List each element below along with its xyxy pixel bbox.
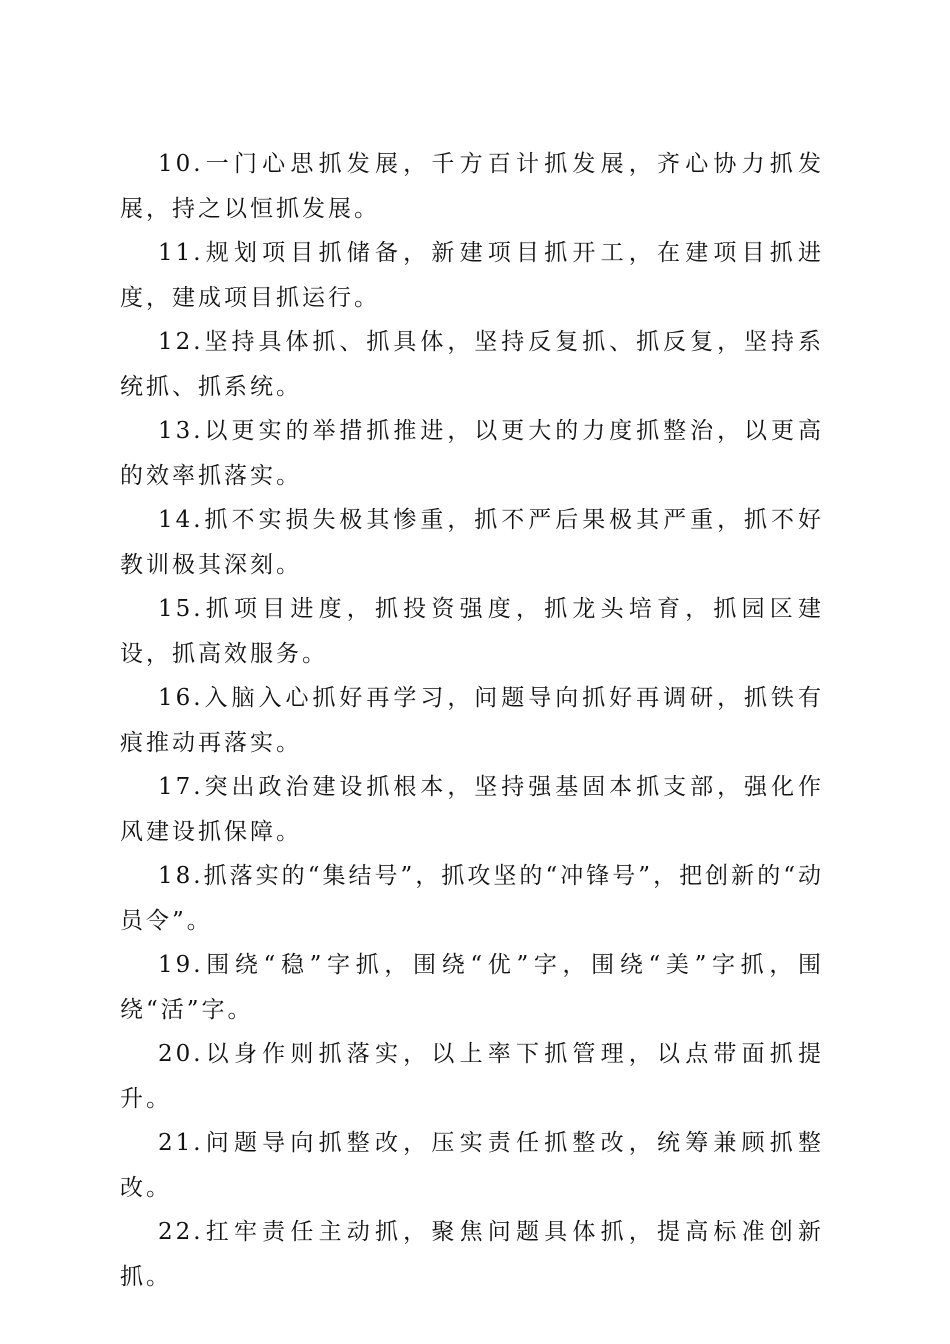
list-item: 20.以身作则抓落实，以上率下抓管理，以点带面抓提升。 <box>120 1041 824 1112</box>
list-item: 22.扛牢责任主动抓，聚焦问题具体抓，提高标准创新抓。 <box>120 1219 824 1290</box>
list-item: 10.一门心思抓发展，千方百计抓发展，齐心协力抓发展，持之以恒抓发展。 <box>120 151 824 222</box>
list-item: 11.规划项目抓储备，新建项目抓开工，在建项目抓进度，建成项目抓运行。 <box>120 240 824 311</box>
list-item: 18.抓落实的“集结号”，抓攻坚的“冲锋号”，把创新的“动员令”。 <box>120 863 824 934</box>
list-item: 19.围绕“稳”字抓，围绕“优”字，围绕“美”字抓，围绕“活”字。 <box>120 952 824 1023</box>
list-item: 14.抓不实损失极其惨重，抓不严后果极其严重，抓不好教训极其深刻。 <box>120 507 824 578</box>
list-item: 15.抓项目进度，抓投资强度，抓龙头培育，抓园区建设，抓高效服务。 <box>120 596 824 667</box>
list-item: 16.入脑入心抓好再学习，问题导向抓好再调研，抓铁有痕推动再落实。 <box>120 685 824 756</box>
list-item: 13.以更实的举措抓推进，以更大的力度抓整治，以更高的效率抓落实。 <box>120 418 824 489</box>
list-item: 12.坚持具体抓、抓具体，坚持反复抓、抓反复，坚持系统抓、抓系统。 <box>120 329 824 400</box>
document-body <box>120 142 824 1299</box>
list-item: 21.问题导向抓整改，压实责任抓整改，统筹兼顾抓整改。 <box>120 1130 824 1201</box>
list-item: 17.突出政治建设抓根本，坚持强基固本抓支部，强化作风建设抓保障。 <box>120 774 824 845</box>
